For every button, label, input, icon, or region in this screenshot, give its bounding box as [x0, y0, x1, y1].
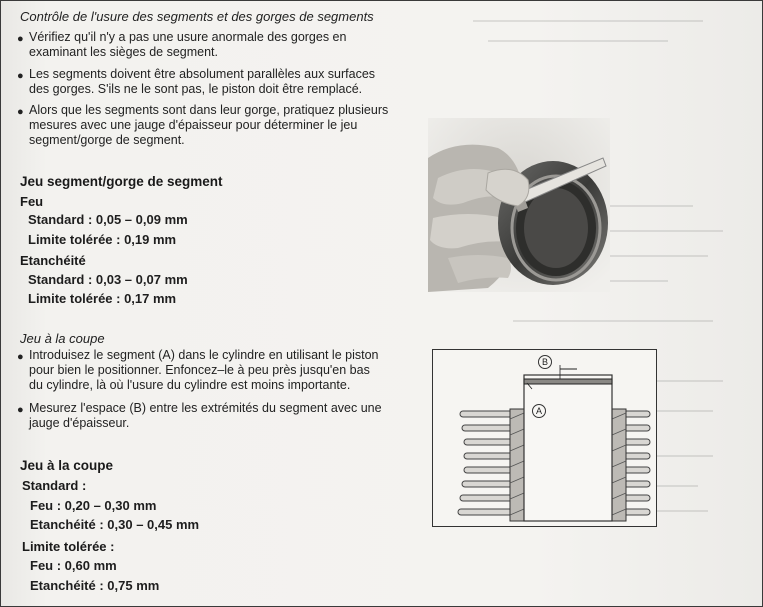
value-coupe-feu: Feu : 0,20 – 0,30 mm — [30, 498, 157, 513]
value-feu-limite: Limite tolérée : 0,19 mm — [28, 232, 177, 247]
bullet-dot: ● — [17, 70, 24, 82]
value-coupe-etanch: Etanchéité : 0,30 – 0,45 mm — [30, 517, 200, 532]
value-etanch-limite: Limite tolérée : 0,17 mm — [28, 291, 177, 306]
label-etancheite: Etanchéité — [20, 253, 86, 268]
bullet-4: ● Introduisez le segment (A) dans le cylindre en utilisant le piston pour bien le positionner. Enfoncez–le à peu près jusqu'en bas du cylindre, là où l'usure du cylindre est moins importante. — [17, 348, 379, 392]
bullet-dot: ● — [17, 33, 24, 45]
diagram-cylinder-ring — [432, 349, 657, 527]
section-title-usure: Contrôle de l'usure des segments et des gorges de segments — [20, 9, 374, 24]
photo-ring-gauge-image — [428, 118, 610, 292]
bullet-2: ● Les segments doivent être absolument parallèles aux surfaces des gorges. S'ils ne le sont pas, le piston doit être remplacé. — [17, 67, 376, 96]
label-standard: Standard : — [22, 478, 87, 493]
bullet-dot: ● — [17, 351, 24, 363]
value-etanch-standard: Standard : 0,03 – 0,07 mm — [28, 272, 188, 287]
label-b: B — [541, 357, 548, 367]
label-a-callout — [532, 404, 546, 418]
bullet-5: ● Mesurez l'espace (B) entre les extrémités du segment avec une jauge d'épaisseur. — [17, 401, 382, 430]
bullet-1: ● Vérifiez qu'il n'y a pas une usure anormale des gorges en examinant les sièges de segment. — [17, 30, 347, 59]
value-feu-standard: Standard : 0,05 – 0,09 mm — [28, 212, 188, 227]
bullet-3: ● Alors que les segments sont dans leur gorge, pratiquez plusieurs mesures avec une jauge d'épaisseur pour déterminer le jeu segment/gorge de segment. — [17, 103, 389, 147]
bullet-dot: ● — [17, 106, 24, 118]
label-b-callout — [538, 355, 552, 369]
label-feu: Feu — [20, 194, 44, 209]
value-limite-feu: Feu : 0,60 mm — [30, 558, 117, 573]
photo-ring-gauge — [428, 118, 610, 292]
heading-jeu-coupe: Jeu à la coupe — [20, 458, 114, 473]
heading-jeu-gorge: Jeu segment/gorge de segment — [20, 174, 223, 189]
label-limite: Limite tolérée : — [22, 539, 115, 554]
section-title-coupe: Jeu à la coupe — [20, 331, 105, 346]
label-a: A — [535, 406, 542, 416]
value-limite-etanch: Etanchéité : 0,75 mm — [30, 578, 160, 593]
bullet-dot: ● — [17, 404, 24, 416]
diagram-cylinder-ring-drawing — [432, 349, 657, 527]
